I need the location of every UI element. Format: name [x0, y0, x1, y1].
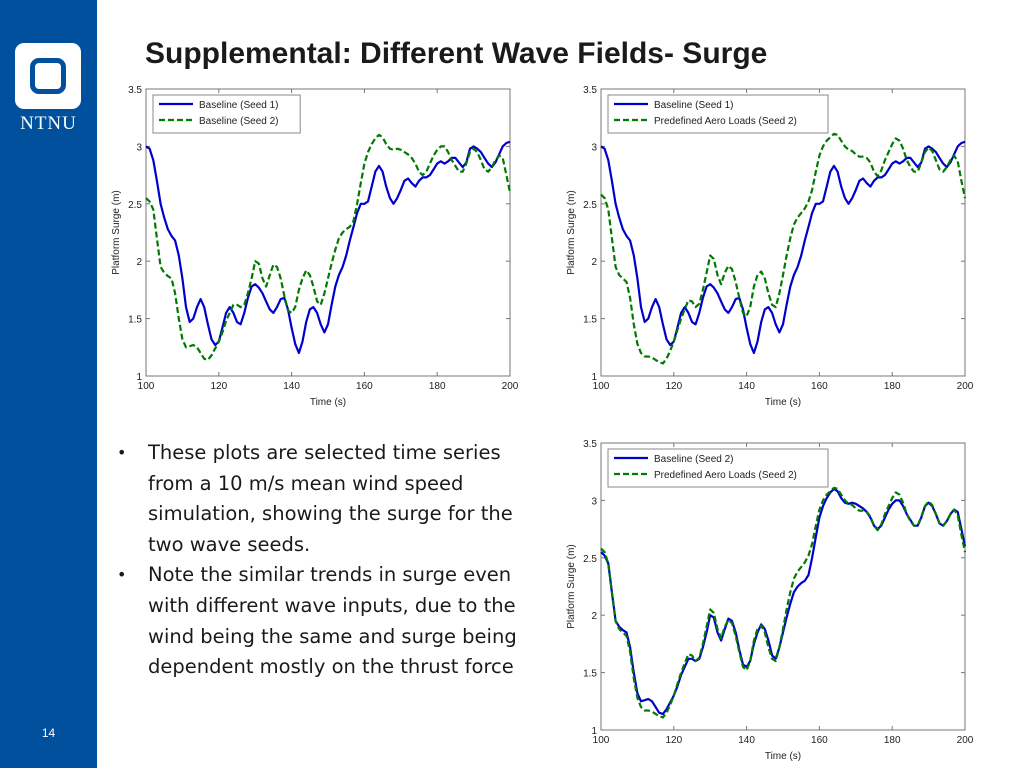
- y-axis-label: Platform Surge (m): [566, 190, 577, 275]
- y-tick-label: 3: [591, 496, 597, 508]
- surge-chart-seed1-vs-predefined-aero: [555, 78, 975, 413]
- y-tick-label: 2: [591, 611, 597, 623]
- y-tick-label: 2: [591, 257, 597, 269]
- y-tick-label: 2.5: [128, 199, 142, 211]
- x-tick-label: 200: [956, 381, 974, 392]
- legend-label: Baseline (Seed 1): [654, 100, 734, 111]
- x-tick-label: 200: [956, 735, 974, 746]
- x-axis-label: Time (s): [309, 397, 347, 408]
- y-axis-label: Platform Surge (m): [111, 190, 122, 275]
- x-tick-label: 120: [665, 381, 683, 392]
- y-tick-label: 3.5: [583, 85, 597, 96]
- x-tick-label: 160: [356, 381, 373, 392]
- page-number: 14: [41, 726, 56, 740]
- y-tick-label: 3.5: [583, 439, 597, 450]
- y-tick-label: 3.5: [128, 85, 142, 96]
- logo-square-mark: [30, 58, 66, 94]
- x-tick-label: 200: [501, 381, 519, 392]
- y-tick-label: 3: [591, 142, 597, 154]
- x-tick-label: 180: [428, 381, 446, 392]
- y-tick-label: 2: [136, 257, 142, 269]
- x-tick-label: 100: [137, 381, 155, 392]
- y-axis-label: Platform Surge (m): [566, 544, 577, 629]
- x-tick-label: 120: [210, 381, 228, 392]
- legend-label: Baseline (Seed 1): [199, 100, 279, 111]
- legend-label: Predefined Aero Loads (Seed 2): [654, 116, 797, 127]
- y-tick-label: 2.5: [583, 553, 597, 565]
- x-tick-label: 160: [811, 735, 828, 746]
- surge-chart-seed1-vs-seed2: [100, 78, 520, 413]
- legend-label: Baseline (Seed 2): [199, 116, 279, 127]
- sidebar: [0, 0, 97, 768]
- ntnu-logo-icon: [15, 43, 81, 109]
- slide-title: Supplemental: Different Wave Fields- Surge: [145, 37, 768, 70]
- surge-chart-seed2-vs-predefined-aero: [555, 432, 975, 767]
- legend: [153, 95, 300, 133]
- x-tick-label: 180: [883, 381, 901, 392]
- x-axis-label: Time (s): [764, 397, 802, 408]
- legend-label: Baseline (Seed 2): [654, 454, 734, 465]
- y-tick-label: 3: [136, 142, 142, 154]
- x-tick-label: 140: [283, 381, 300, 392]
- y-tick-label: 1: [136, 372, 142, 383]
- legend: [608, 95, 828, 133]
- x-tick-label: 120: [665, 735, 683, 746]
- bullet-item: • These plots are selected time series from a 10 m/s mean wind speed simulation, showing the surge for the two wave seeds.: [117, 438, 537, 560]
- x-tick-label: 100: [592, 735, 610, 746]
- logo-text: NTNU: [20, 113, 77, 134]
- x-tick-label: 140: [738, 381, 755, 392]
- y-tick-label: 1: [591, 372, 597, 383]
- x-axis-label: Time (s): [764, 751, 802, 762]
- y-tick-label: 1: [591, 726, 597, 737]
- legend-label: Predefined Aero Loads (Seed 2): [654, 470, 797, 481]
- legend: [608, 449, 828, 487]
- bullet-list: [117, 438, 537, 683]
- x-tick-label: 180: [883, 735, 901, 746]
- x-tick-label: 100: [592, 381, 610, 392]
- bullet-item: • Note the similar trends in surge even with different wave inputs, due to the wind being the same and surge being dependent mostly on the thrust force: [117, 560, 537, 682]
- y-tick-label: 1.5: [128, 314, 142, 326]
- y-tick-label: 2.5: [583, 199, 597, 211]
- x-tick-label: 160: [811, 381, 828, 392]
- y-tick-label: 1.5: [583, 668, 597, 680]
- x-tick-label: 140: [738, 735, 755, 746]
- y-tick-label: 1.5: [583, 314, 597, 326]
